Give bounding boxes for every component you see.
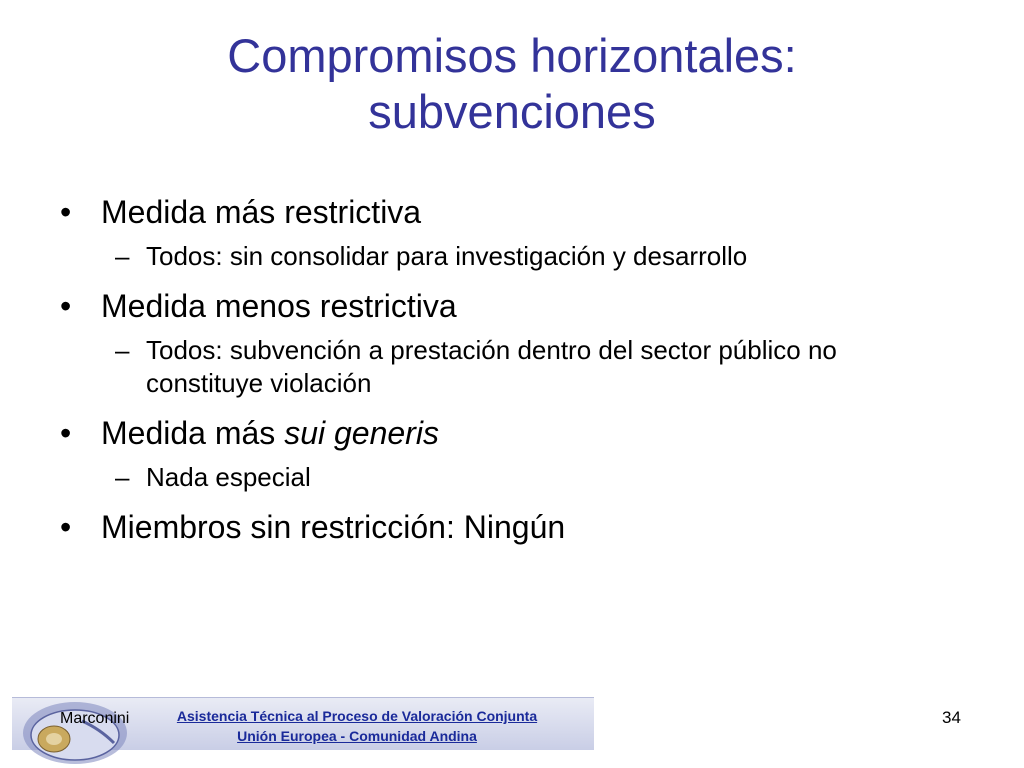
sub-bullet-item (0, 461, 1024, 494)
sub-bullet-item (0, 240, 1024, 273)
page-number: 34 (942, 708, 961, 727)
footer-author: Marconini (60, 710, 130, 727)
footer-link-project[interactable]: Asistencia Técnica al Proceso de Valoración Conjunta (176, 708, 538, 724)
bullet-item (0, 413, 1024, 453)
title-line-2: subvenciones (368, 85, 656, 138)
title-line-1: Compromisos horizontales: (227, 29, 797, 82)
bullet-dot: • (60, 288, 72, 324)
bullet-item (0, 286, 1024, 326)
bullet-text: Medida menos restrictiva (101, 288, 457, 324)
sub-bullet-text: Todos: sin consolidar para investigación y desarrollo (146, 241, 748, 271)
bullet-item (0, 507, 1024, 547)
sub-bullet-item (0, 334, 1024, 400)
bullet-dot: • (60, 194, 72, 230)
sub-bullet-dash: – (115, 462, 130, 492)
bullet-list (0, 192, 1024, 555)
bullet-text-prefix: Medida más (101, 415, 285, 451)
bullet-text: Medida más restrictiva (101, 194, 422, 230)
sub-bullet-dash: – (115, 241, 130, 271)
bullet-text: Miembros sin restricción: Ningún (101, 509, 566, 545)
slide-title (60, 28, 964, 140)
footer-link-partners[interactable]: Unión Europea - Comunidad Andina (237, 728, 477, 744)
bullet-dot: • (60, 509, 72, 545)
bullet-item (0, 192, 1024, 232)
sub-bullet-text: Todos: subvención a prestación dentro del sector público no constituye violación (146, 335, 837, 398)
bullet-text-italic: sui generis (284, 415, 439, 451)
sub-bullet-dash: – (115, 335, 130, 365)
bullet-dot: • (60, 415, 72, 451)
sub-bullet-text: Nada especial (146, 462, 311, 492)
